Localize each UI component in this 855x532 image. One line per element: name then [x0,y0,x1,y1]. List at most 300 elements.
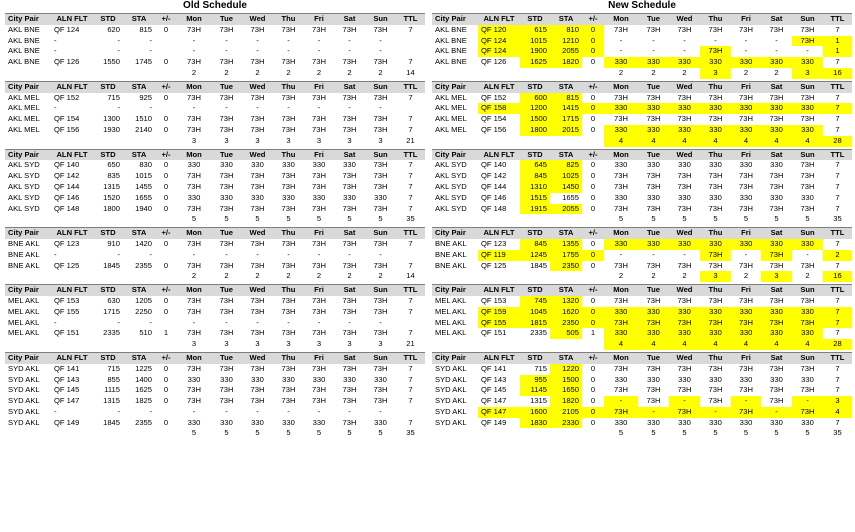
cell-offset: 0 [582,46,604,57]
total-sun: 5 [378,214,383,224]
cell-tue: 73H [646,260,661,270]
totals-row [432,428,852,439]
header-row [432,352,852,363]
total-thu: 2 [286,271,291,281]
cell-mon: 73H [187,181,201,191]
table-row [5,160,425,171]
total-mon: 3 [191,339,197,349]
cell-std: 1845 [103,260,120,270]
cell-sun: 73H [800,260,815,270]
cell-thu: 73H [708,295,723,305]
cell-city-pair: BNE AKL [435,238,467,248]
cell-sta: 2250 [135,306,152,316]
column-header-wed: Wed [669,81,700,92]
cell-fri: 73H [312,57,326,67]
cell-std: 2335 [103,328,120,338]
table-row [5,418,425,429]
cell-sta: 1025 [550,171,582,182]
cell-fri: 330 [731,103,761,114]
table-row [432,25,852,36]
cell-aln-flt: QF 154 [54,114,80,124]
cell-aln-flt: QF 152 [481,92,507,102]
cell-city-pair: SYD AKL [8,396,40,406]
cell-sun: 73H [373,363,388,373]
column-header-offset: +/- [155,228,177,239]
cell-std: 1200 [520,103,550,114]
cell-std: 2335 [530,328,547,338]
cell-sat: 73H [342,385,357,395]
cell-wed: 73H [250,260,265,270]
total-fri: 5 [743,214,749,224]
cell-offset: 0 [163,238,169,248]
column-header-sun: Sun [365,149,396,160]
cell-wed: 73H [677,363,692,373]
cell-wed: 330 [251,160,264,170]
cell-sta: 1355 [550,239,582,250]
cell-thu: 73H [700,318,731,329]
cell-mon: 330 [614,374,628,384]
cell-thu: 330 [700,125,731,136]
cell-mon: 73H [187,295,201,305]
cell-ttl: 4 [823,407,852,418]
cell-thu: 73H [708,181,723,191]
total-fri: 2 [743,271,749,281]
cell-thu: 330 [282,417,295,427]
cell-sun: - [379,317,382,327]
cell-mon: 73H [187,24,201,34]
total-sat: 2 [774,67,779,77]
cell-tue: 73H [646,295,661,305]
cell-city-pair: MEL AKL [435,317,467,327]
cell-mon: 73H [187,238,201,248]
cell-fri: 330 [312,192,326,202]
column-header-tue: Tue [638,228,669,239]
column-header-std: STD [93,352,123,363]
cell-mon: 330 [614,192,628,202]
cell-sun: 73H [373,203,388,213]
cell-sta: 1210 [550,36,582,47]
total-fri: 2 [743,67,749,77]
cell-offset: 0 [582,250,604,261]
column-header-fri: Fri [304,352,334,363]
column-header-ttl: TTL [823,81,852,92]
column-header-thu: Thu [700,149,731,160]
column-header-sun: Sun [792,285,823,296]
header-row [432,285,852,296]
column-header-mon: Mon [604,149,638,160]
cell-sat: 73H [769,260,784,270]
cell-wed: 73H [250,238,265,248]
cell-offset: 0 [163,171,169,181]
cell-thu: 73H [708,92,723,102]
cell-thu: 73H [281,203,296,213]
cell-sta: 1400 [135,374,152,384]
cell-std: 1310 [520,182,550,193]
cell-ttl: 7 [408,192,413,202]
total-sun: 3 [378,135,383,145]
cell-aln-flt: QF 140 [481,160,507,170]
total-fri: 2 [316,67,322,77]
table-row [5,385,425,396]
cell-mon: 330 [604,57,638,68]
cell-sat: 73H [342,24,357,34]
cell-std: 1900 [520,46,550,57]
cell-offset: 0 [582,36,604,47]
cell-sat: 73H [769,114,784,124]
total-tue: 5 [224,428,229,438]
cell-city-pair: AKL MEL [435,92,467,102]
table-row [5,318,425,329]
cell-wed: 73H [669,318,700,329]
total-thu: 3 [286,339,291,349]
cell-sun: 73H [373,171,388,181]
table-row [432,125,852,136]
cell-sta: - [149,249,152,259]
cell-offset: 0 [163,24,169,34]
column-header-wed: Wed [242,352,273,363]
cell-sat: 73H [342,114,357,124]
cell-sun: 73H [373,160,388,170]
cell-wed: 73H [250,171,265,181]
cell-thu: 73H [281,171,296,181]
cell-sun: 73H [800,181,815,191]
cell-fri: 330 [731,239,761,250]
cell-tue: 73H [219,114,234,124]
table-row [432,160,852,171]
column-header-city-pair: City Pair [5,14,51,25]
cell-city-pair: SYD AKL [435,396,467,406]
total-fri: 4 [731,339,761,350]
cell-aln-flt: QF 159 [478,307,520,318]
column-header-sta: STA [550,149,582,160]
total-thu: 4 [700,136,731,147]
cell-aln-flt: QF 158 [478,103,520,114]
cell-std: 1800 [520,125,550,136]
table-row [432,407,852,418]
cell-thu: 330 [700,103,731,114]
cell-std: 1815 [520,318,550,329]
cell-sat: 73H [342,417,357,427]
total-ttl: 35 [406,428,415,438]
cell-aln-flt: QF 120 [478,25,520,36]
cell-wed: - [683,46,686,56]
cell-mon: - [192,317,196,327]
column-header-sun: Sun [365,228,396,239]
cell-tue: 73H [646,92,661,102]
cell-thu: 73H [281,260,296,270]
cell-ttl: 7 [408,260,413,270]
column-header-sun: Sun [365,285,396,296]
cell-std: 620 [107,24,120,34]
cell-aln-flt: QF 149 [481,417,507,427]
total-sat: 2 [347,271,352,281]
cell-thu: - [287,103,290,113]
totals-row [5,428,425,439]
cell-city-pair: SYD AKL [8,406,40,416]
cell-wed: 330 [669,239,700,250]
cell-offset: 0 [590,385,596,395]
cell-city-pair: MEL AKL [8,295,40,305]
cell-wed: 330 [251,192,264,202]
cell-city-pair: BNE AKL [8,238,40,248]
cell-sun: - [379,103,382,113]
cell-sat: - [775,35,778,45]
cell-ttl: 7 [835,171,840,181]
table-row [5,396,425,407]
table-row [5,25,425,36]
cell-mon: 73H [614,24,628,34]
cell-aln-flt: QF 156 [481,124,507,134]
cell-sat: 73H [769,171,784,181]
cell-sat: 73H [769,92,784,102]
cell-fri: - [317,406,321,416]
cell-city-pair: AKL BNE [435,46,467,56]
total-thu: 3 [700,68,731,79]
cell-sat: 73H [342,238,357,248]
cell-tue: 330 [647,192,660,202]
cell-city-pair: MEL AKL [435,306,467,316]
cell-sta: 1820 [550,57,582,68]
cell-sta: 1225 [135,363,152,373]
cell-aln-flt: QF 124 [54,24,80,34]
column-header-sat: Sat [761,14,792,25]
cell-sat: 73H [342,260,357,270]
cell-fri: 73H [739,181,753,191]
cell-sat: 330 [761,239,792,250]
cell-sta: 1320 [550,296,582,307]
cell-ttl: 7 [408,114,413,124]
cell-tue: 73H [646,24,661,34]
total-ttl: 14 [406,271,415,281]
total-wed: 5 [682,428,687,438]
column-header-sat: Sat [761,352,792,363]
total-sun: 5 [805,428,810,438]
cell-mon: 73H [187,114,201,124]
column-header-aln-flt: ALN FLT [51,14,93,25]
cell-ttl: 7 [835,92,840,102]
cell-ttl: 7 [408,417,413,427]
cell-tue: - [652,46,655,56]
cell-tue: 73H [219,181,234,191]
cell-sta: 1205 [135,295,152,305]
cell-sta: 830 [139,160,152,170]
cell-sun: - [806,46,809,56]
cell-sat: 73H [342,396,357,406]
table-row [5,57,425,68]
cell-city-pair: MEL AKL [8,306,40,316]
cell-std: - [117,317,120,327]
column-header-city-pair: City Pair [432,228,478,239]
cell-thu: 73H [708,260,723,270]
cell-mon: 73H [187,92,201,102]
cell-sta: 1940 [135,203,152,213]
cell-wed: 330 [669,57,700,68]
cell-std: 1045 [520,307,550,318]
column-header-city-pair: City Pair [5,352,51,363]
table-row [5,171,425,182]
column-header-city-pair: City Pair [5,285,51,296]
column-header-sun: Sun [792,352,823,363]
column-header-offset: +/- [582,285,604,296]
column-header-wed: Wed [669,149,700,160]
cell-sun: 73H [373,295,388,305]
column-header-fri: Fri [731,352,761,363]
cell-sta: - [149,46,152,56]
table-row [432,93,852,104]
cell-std: 845 [520,171,550,182]
cell-ttl: 7 [835,57,840,67]
cell-tue: 330 [220,417,233,427]
cell-sun: 330 [792,57,823,68]
cell-fri: 73H [731,318,761,329]
cell-city-pair: SYD AKL [435,363,467,373]
cell-sta: 1745 [135,57,152,67]
column-header-tue: Tue [211,14,242,25]
total-fri: 4 [731,136,761,147]
cell-fri: - [317,35,321,45]
cell-sat: - [348,35,351,45]
column-header-sat: Sat [334,285,365,296]
cell-thu: 73H [281,363,296,373]
total-wed: 5 [255,428,260,438]
cell-sat: 73H [342,203,357,213]
cell-sat: 330 [761,328,792,339]
column-header-mon: Mon [604,352,638,363]
table-row [432,418,852,429]
cell-offset: 0 [582,407,604,418]
cell-wed: - [256,103,259,113]
cell-std: 645 [520,160,550,171]
cell-sun: 73H [792,36,823,47]
cell-aln-flt: QF 152 [54,92,80,102]
cell-offset: 0 [590,203,596,213]
cell-fri: 73H [739,24,753,34]
cell-sat: 330 [761,57,792,68]
cell-thu: 73H [708,24,723,34]
cell-city-pair: AKL SYD [435,203,467,213]
cell-mon: - [192,103,196,113]
cell-mon: 330 [187,160,201,170]
cell-tue: 73H [219,363,234,373]
table-row [5,407,425,418]
column-header-ttl: TTL [396,149,425,160]
table-row [432,307,852,318]
column-header-tue: Tue [638,81,669,92]
cell-wed: 73H [677,181,692,191]
cell-sat: 73H [769,363,784,373]
cell-wed: 73H [677,24,692,34]
cell-aln-flt: QF 143 [481,374,507,384]
cell-offset [155,36,177,47]
cell-aln-flt: QF 145 [54,385,80,395]
cell-offset: 0 [590,260,596,270]
cell-aln-flt: QF 143 [54,374,80,384]
column-header-tue: Tue [638,14,669,25]
cell-thu: 73H [281,124,296,134]
total-sat: 5 [774,428,779,438]
table-row [432,171,852,182]
cell-city-pair: AKL SYD [8,181,40,191]
cell-sun: 73H [800,160,815,170]
total-fri: 3 [316,135,322,145]
cell-city-pair: AKL BNE [435,24,467,34]
cell-sun: - [806,249,809,259]
cell-wed: 330 [251,374,264,384]
column-header-fri: Fri [304,228,334,239]
cell-sat: 330 [770,192,783,202]
cell-city-pair: AKL SYD [8,160,40,170]
cell-tue: 330 [638,239,669,250]
cell-sun: 73H [373,306,388,316]
cell-wed: 330 [669,125,700,136]
cell-wed: 330 [669,307,700,318]
table-row [5,364,425,375]
total-wed: 5 [255,214,260,224]
cell-sat: 330 [770,417,783,427]
cell-ttl [396,46,425,57]
cell-std: 1600 [520,407,550,418]
cell-wed: - [256,249,259,259]
column-header-sta: STA [123,149,155,160]
column-header-wed: Wed [242,81,273,92]
cell-aln-flt: QF 153 [54,295,80,305]
cell-offset: 0 [163,385,169,395]
cell-sat: 73H [342,306,357,316]
cell-std: - [117,35,120,45]
header-row [5,285,425,296]
cell-wed: 73H [250,306,265,316]
column-header-mon: Mon [177,285,211,296]
cell-sat: 73H [342,57,357,67]
cell-thu: - [700,407,731,418]
cell-mon: 73H [614,295,628,305]
cell-std: 1845 [103,417,120,427]
totals-row [432,214,852,225]
cell-offset: 0 [590,238,596,248]
column-header-tue: Tue [211,149,242,160]
column-header-sun: Sun [365,81,396,92]
cell-ttl [396,250,425,261]
cell-mon: 73H [614,92,628,102]
cell-offset: 0 [582,103,604,114]
cell-offset: 0 [590,114,596,124]
cell-fri: - [744,46,748,56]
total-mon: 3 [191,135,197,145]
column-header-mon: Mon [604,285,638,296]
cell-aln-flt: - [54,317,57,327]
cell-mon: 73H [614,203,628,213]
cell-sat: 73H [769,295,784,305]
cell-sat: - [775,46,778,56]
cell-ttl: 7 [835,114,840,124]
cell-sun: 73H [373,114,388,124]
cell-offset [155,103,177,114]
cell-thu: 330 [709,374,722,384]
cell-thu: 73H [281,92,296,102]
cell-city-pair: AKL SYD [435,160,467,170]
cell-thu: 330 [709,417,722,427]
table-row [432,193,852,204]
cell-tue: 73H [219,24,234,34]
cell-wed: 73H [250,363,265,373]
column-header-std: STD [520,14,550,25]
column-header-thu: Thu [700,14,731,25]
cell-thu: 330 [709,160,722,170]
cell-wed: - [669,396,700,407]
table-row [432,57,852,68]
table-row [5,239,425,250]
cell-sun: 330 [792,307,823,318]
